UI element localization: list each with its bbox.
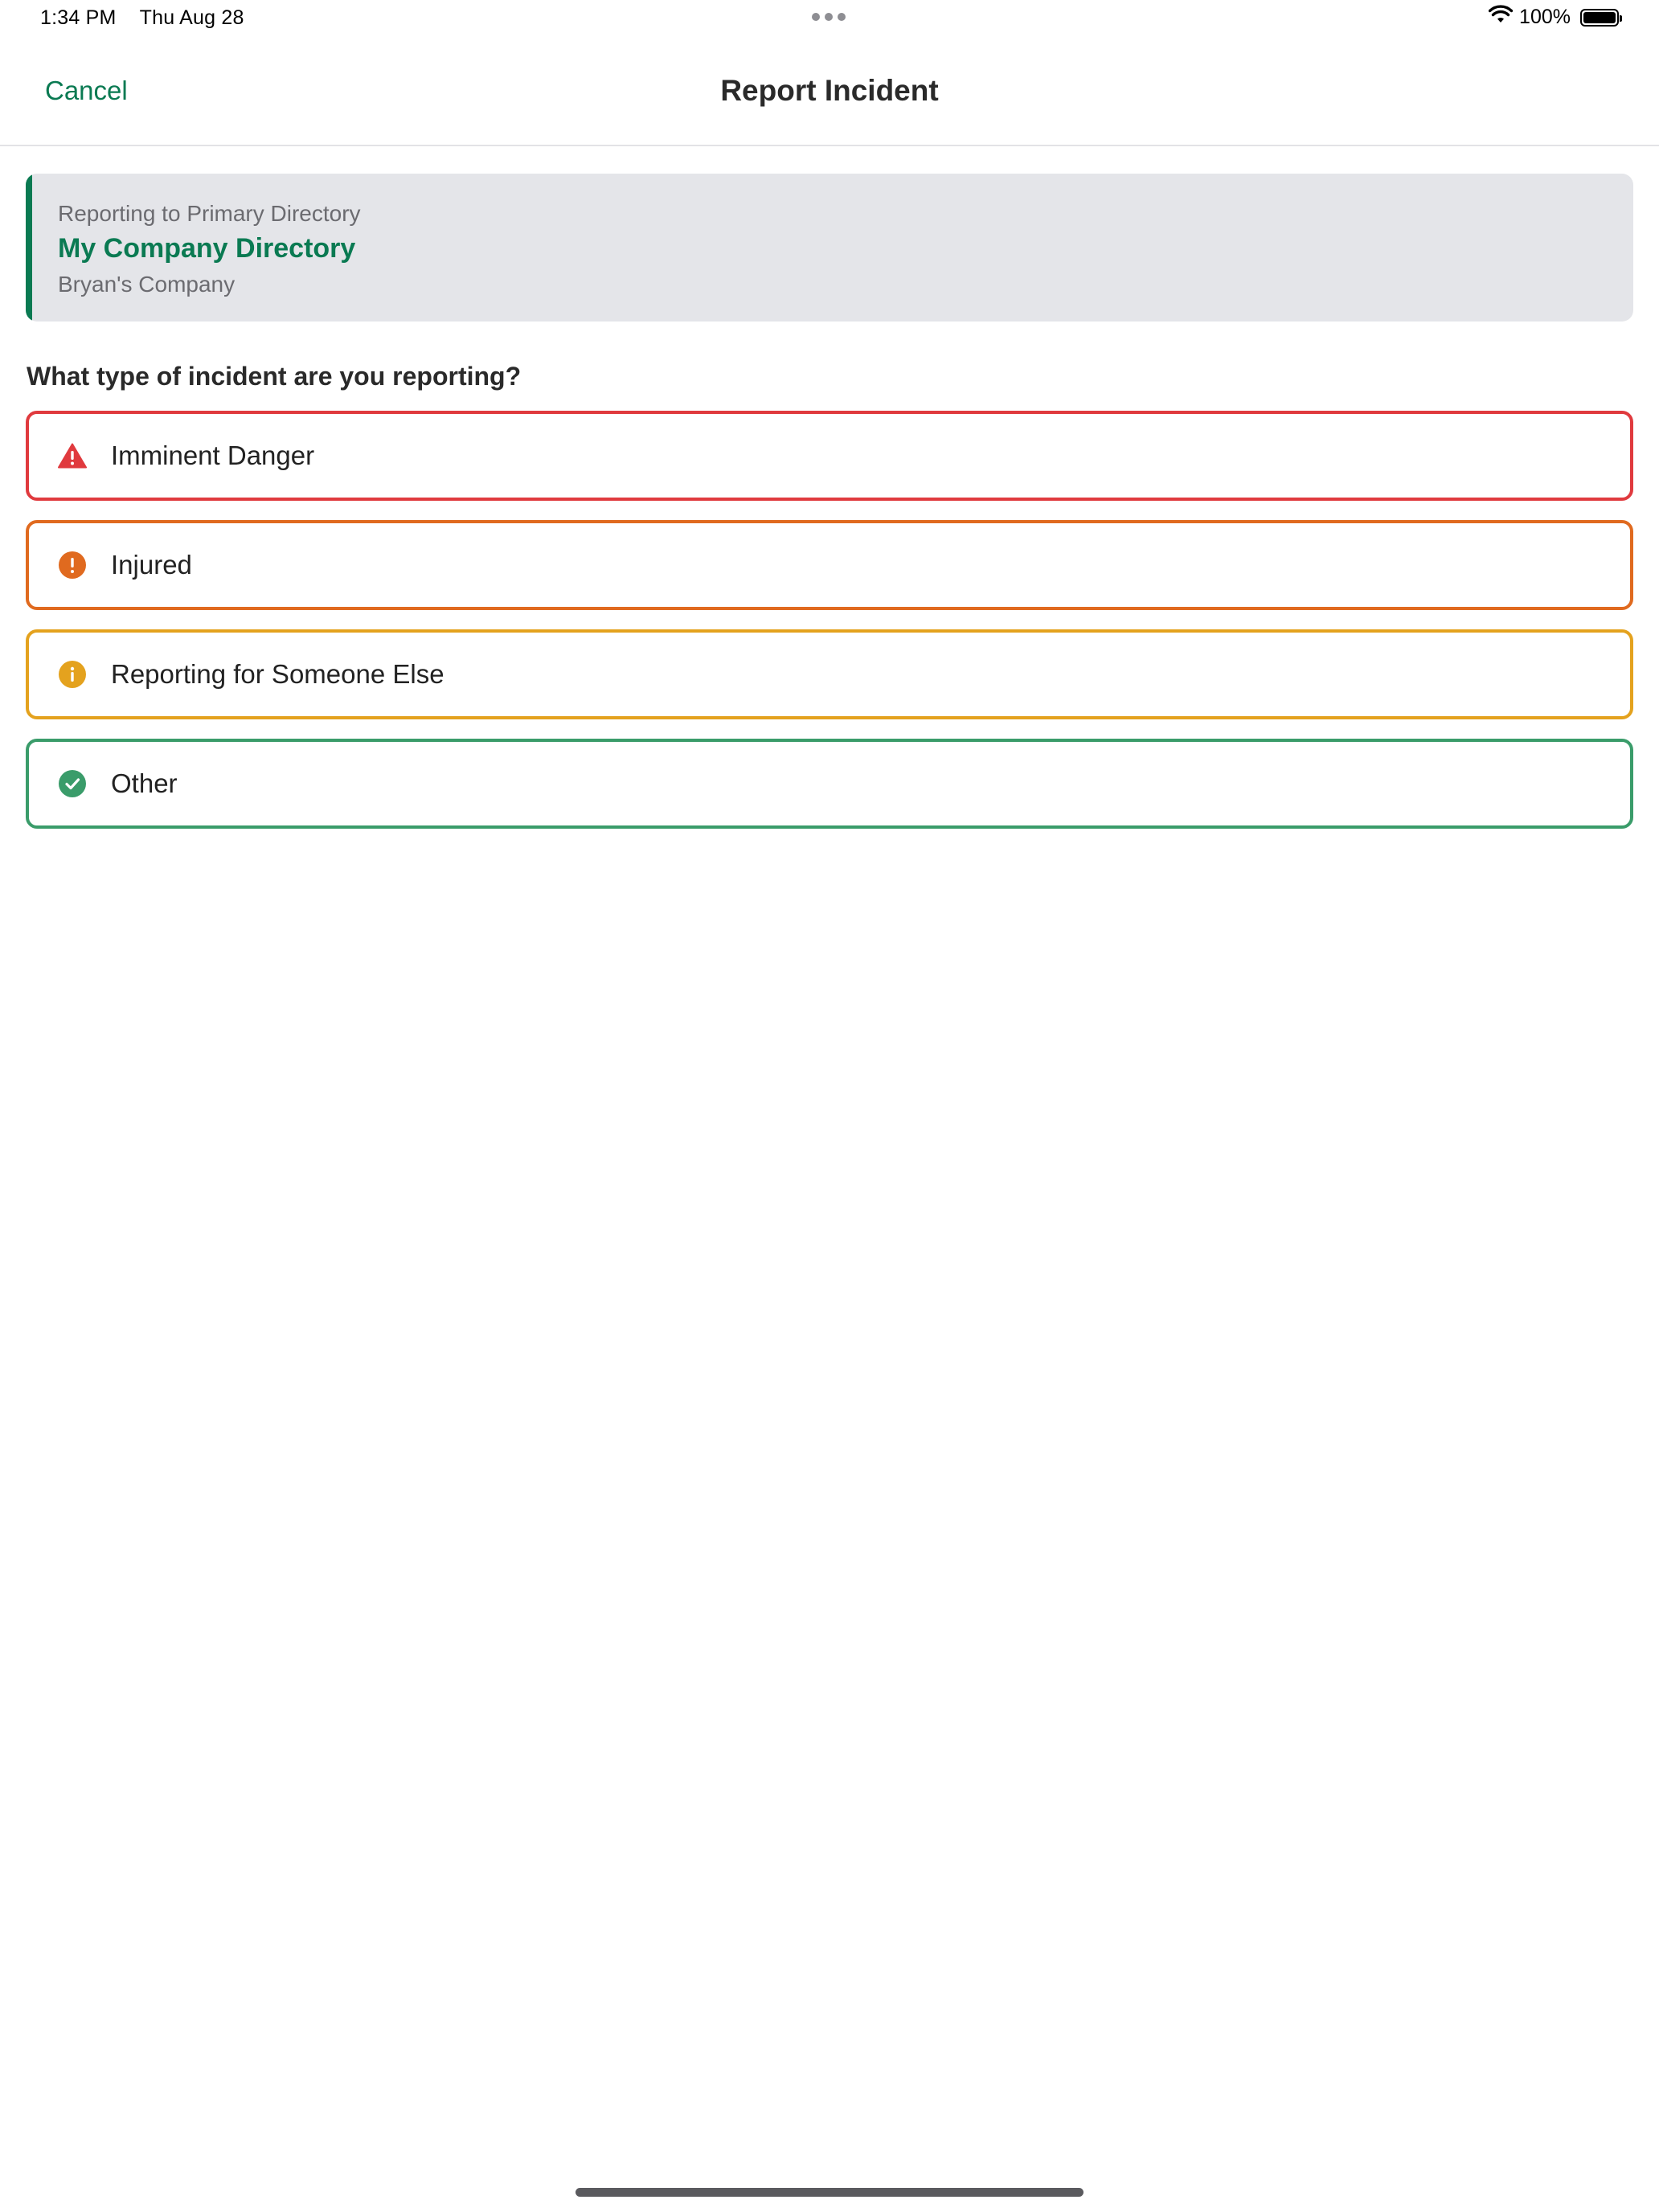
exclamation-circle-icon	[58, 551, 87, 580]
battery-icon	[1580, 9, 1619, 27]
option-label: Reporting for Someone Else	[111, 659, 444, 689]
option-imminent-danger[interactable]	[26, 411, 1633, 501]
option-reporting-for-someone-else[interactable]	[26, 629, 1633, 719]
status-time-date	[40, 6, 244, 30]
directory-name: My Company Directory	[58, 233, 356, 264]
option-label: Injured	[111, 550, 192, 580]
check-circle-icon	[58, 769, 87, 798]
incident-type-question: What type of incident are you reporting?	[27, 362, 522, 391]
directory-label: Reporting to Primary Directory	[58, 201, 361, 226]
directory-card	[26, 174, 1633, 322]
directory-company: Bryan's Company	[58, 272, 236, 297]
status-time: 1:34 PM	[40, 6, 117, 29]
status-date: Thu Aug 28	[139, 6, 244, 29]
home-indicator[interactable]	[576, 2188, 1083, 2197]
wifi-icon	[1489, 5, 1513, 30]
status-indicators	[1489, 5, 1619, 30]
warning-triangle-icon	[58, 441, 87, 470]
info-circle-icon	[58, 660, 87, 689]
navigation-bar	[0, 39, 1659, 146]
multitasking-dots-icon[interactable]	[812, 13, 846, 21]
battery-percent: 100%	[1519, 6, 1571, 28]
option-other[interactable]	[26, 739, 1633, 829]
option-label: Other	[111, 768, 178, 798]
status-bar	[0, 0, 1659, 39]
page-title: Report Incident	[720, 74, 939, 107]
option-injured[interactable]	[26, 520, 1633, 610]
option-label: Imminent Danger	[111, 440, 315, 470]
cancel-button[interactable]: Cancel	[45, 76, 128, 105]
directory-accent-bar	[26, 174, 32, 322]
